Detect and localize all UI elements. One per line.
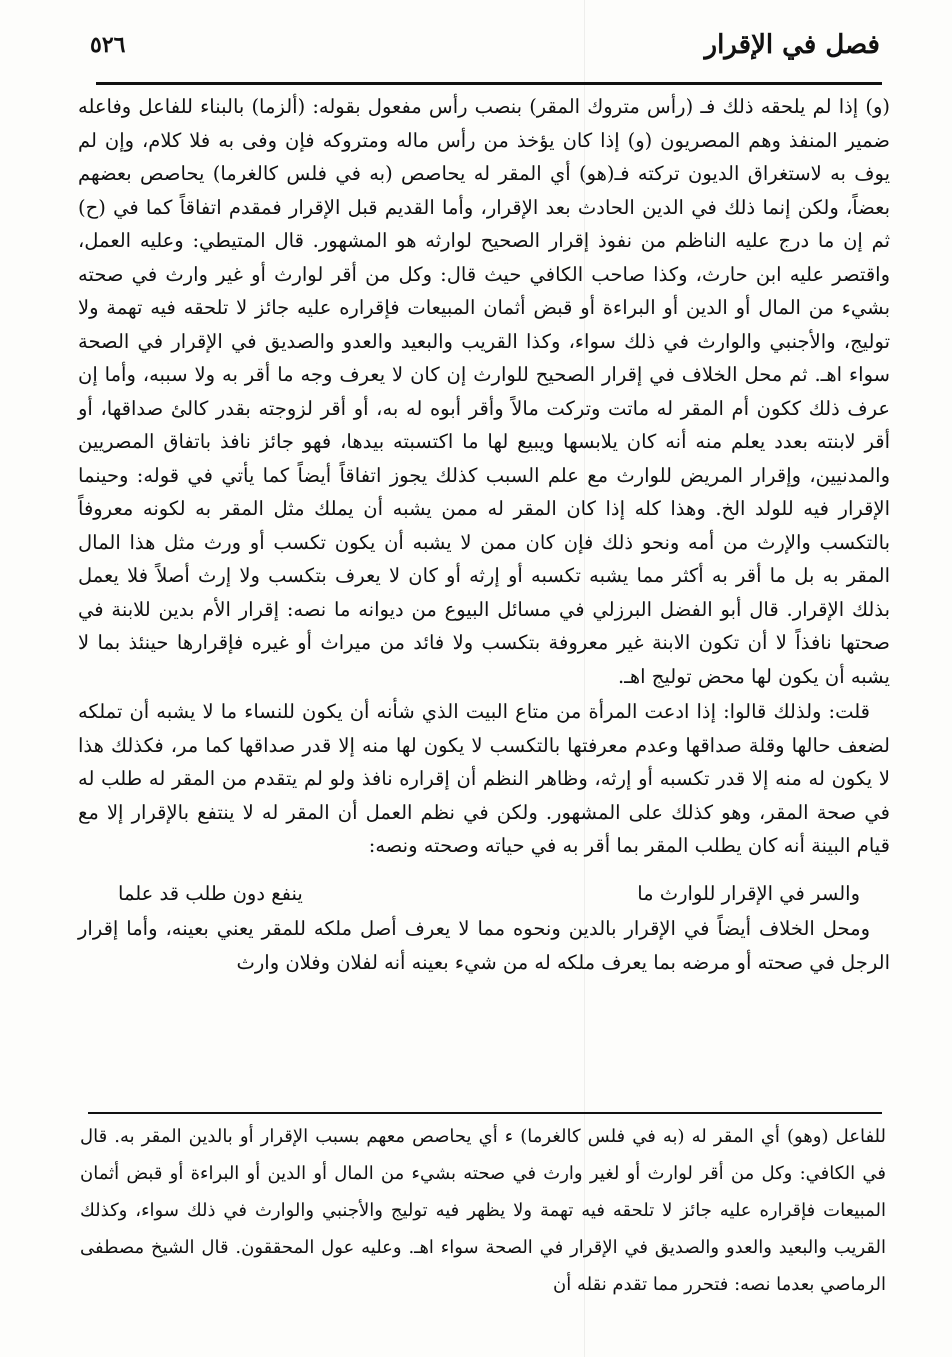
running-title: فصل في الإقرار <box>704 30 880 60</box>
footnote-text: للفاعل (وهو) أي المقر له (به في فلس كالغرما) ء أي يحاصص معهم بسبب الإقرار أو بالدين المقر به. قال في الكافي: وكل من أقر لوارث أو لغير وارث في صحته بشيء من المال أو الدين أو البراءة أو قبض أثمان المبيعات فإقراره عليه جائز لا تلحقه فيه تهمة ولا يظهر فيه توليج والأجنبي والوارث في ذلك سواء، وكذلك القريب والبعيد والعدو والصديق في الإقرار في الصحة سواء اهـ. وعليه عول المحققون. قال الشيخ مصطفى الرماصي بعدما نصه: فتحرر مما تقدم نقله أن <box>80 1126 886 1295</box>
page-header <box>90 30 880 80</box>
verse-left-hemistich: ينفع دون طلب قد علما <box>118 881 303 905</box>
main-paragraph-2: قلت: ولذلك قالوا: إذا ادعت المرأة من متاع البيت الذي شأنه أن يكون للنساء ما لا يشبه أن تملكه لضعف حالها وقلة صداقها وعدم معرفتها بالتكسب لا يكون لها منه إلا قدر صداقها كما مر، فكذلك هذا لا يكون له منه إلا قدر تكسبه أو إرثه، وظاهر النظم أن إقراره نافذ ولو لم يتقدم من المقر له طلب له في صحة المقر، وهو كذلك على المشهور. ولكن في نظم العمل أن المقر له لا ينتفع بالإقرار إلا مع قيام البينة أنه كان يطلب المقر بما أقر به في حياته وصحته ونصه: <box>78 700 890 857</box>
main-paragraph-3: ومحل الخلاف أيضاً في الإقرار بالدين ونحوه مما لا يعرف أصل ملكه للمقر يعني بعينه، وأما إقرار الرجل في صحته أو مرضه بما يعرف ملكه له من شيء بعينه أنه لفلان وفلان وارث <box>78 917 890 974</box>
main-text <box>78 90 890 979</box>
footnote-rule <box>88 1112 882 1114</box>
page-number: ٥٢٦ <box>90 32 126 58</box>
verse-line <box>78 877 890 911</box>
footnotes <box>80 1118 886 1303</box>
verse-right-hemistich: والسر في الإقرار للوارث ما <box>637 881 860 905</box>
main-paragraph-1: (و) إذا لم يلحقه ذلك فـ (رأس متروك المقر) بنصب رأس مفعول بقوله: (ألزما) بالبناء للفاعل وفاعله ضمير المنفذ وهم المصريون (و) إذا كان يؤخذ من رأس ماله ومتروكه فإن وفى به فلا كلام، وإن لم يوف به لاستغراق الديون تركته فـ(هو) أي المقر له يحاصص (به في فلس كالغرما) يحاصص بعضهم بعضاً، ولكن إنما ذلك في الدين الحادث بعد الإقرار، وأما القديم قبل الإقرار فمقدم اتفاقاً كما في (ح) ثم إن ما درج عليه الناظم من نفوذ إقرار الصحيح لوارثه هو المشهور. قال المتيطي: وعليه العمل، واقتصر عليه ابن حارث، وكذا صاحب الكافي حيث قال: وكل من أقر لوارث أو غير وارث في صحته بشيء من المال أو الدين أو البراءة أو قبض أثمان المبيعات فإقراره عليه جائز لا تلحقه فيه تهمة ولا توليج، والأجنبي والوارث في ذلك سواء، وكذا القريب والبعيد والعدو والصديق في الإقرار في الصحة سواء اهـ. ثم محل الخلاف في إقرار الصحيح للوارث إن كان لا يعرف وجه ما أقر به ولا سببه، وأما إن عرف ذلك ككون أم المقر له ماتت وتركت مالاً وأقر أبوه له به، أو أقر لزوجته بقدر كالئ صداقها، أو أقر لابنته بعدد يعلم منه أنه كان يلابسها ويبيع لها ما اكتسبته بيدها، فهو جائز نافذ باتفاق المصريين والمدنيين، وإقرار المريض للوارث مع علم السبب كذلك يجوز اتفاقاً أيضاً كما يأتي في قوله: وحينما الإقرار فيه للولد الخ. وهذا كله إذا كان المقر له ممن يشبه أن يملك مثل المقر به لكونه معروفاً بالتكسب والإرث من أمه ونحو ذلك فإن كان ممن لا يشبه أن يكون تكسب أو ورث مثل هذا المال المقر به بل ما أقر به أكثر مما يشبه تكسبه أو إرثه أو كان لا يعرف بتكسب ولا إرث أصلاً فلا يعمل بذلك الإقرار. قال أبو الفضل البرزلي في مسائل البيوع من ديوانه ما نصه: إقرار الأم بدين للابنة في صحتها نافذاً لا أن تكون الابنة غير معروفة بتكسب ولا فائد من ميراث أو غيره فإقرارها حينئذ بما لا يشبه أن يكون لها محض توليج اهـ. <box>78 95 890 688</box>
header-rule <box>96 82 882 85</box>
